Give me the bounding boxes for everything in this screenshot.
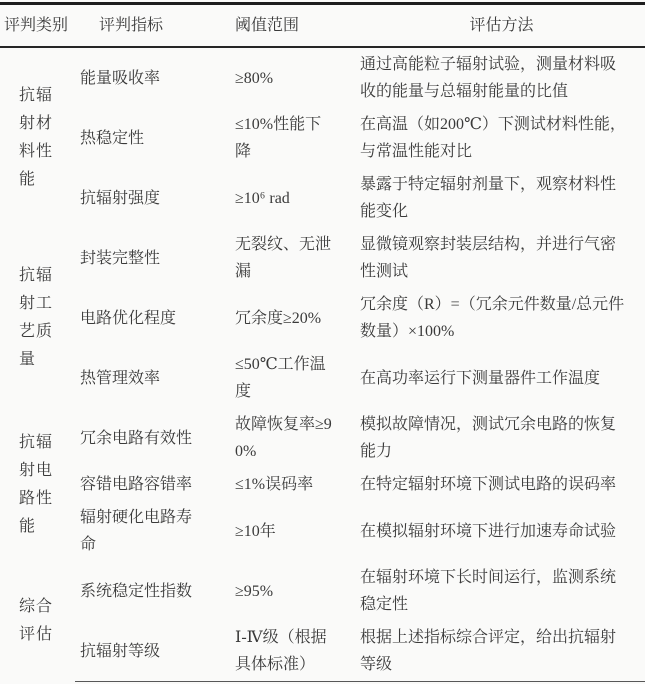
column-header-threshold: 阈值范围	[230, 4, 358, 48]
method-cell: 通过高能粒子辐射试验，测量材料吸收的能量与总辐射能量的比值	[360, 56, 617, 100]
threshold-cell: ≤50℃工作温度	[235, 356, 326, 400]
method-cell: 根据上述指标综合评定，给出抗辐射等级	[358, 621, 645, 682]
category-label: 抗辐射工艺质量	[19, 267, 54, 368]
method-cell: 暴露于特定辐射剂量下，观察材料性能变化	[360, 176, 617, 220]
threshold-cell: ≤1%误码率	[235, 476, 314, 493]
threshold-cell: ≤10%性能下降	[235, 116, 322, 160]
method-cell: 在模拟辐射环境下进行加速寿命试验	[360, 522, 617, 540]
threshold-cell: ≥10⁶ rad	[235, 189, 290, 207]
category-cell	[0, 228, 75, 408]
category-label: 抗辐射材料性能	[19, 87, 54, 188]
indicator-cell: 封装完整性	[80, 249, 161, 267]
method-cell: 模拟故障情况，测试冗余电路的恢复能力	[360, 416, 617, 460]
indicator-cell: 热管理效率	[80, 369, 161, 387]
header-row	[0, 4, 645, 48]
category-cell	[0, 408, 75, 561]
indicator-cell: 容错电路容错率	[80, 476, 193, 493]
threshold-cell: 冗余度≥20%	[235, 309, 322, 327]
method-cell: 在特定辐射环境下测试电路的误码率	[360, 476, 617, 493]
method-cell: 显微镜观察封装层结构，并进行气密性测试	[360, 236, 617, 280]
table-row	[0, 228, 645, 288]
table-row	[0, 408, 645, 468]
indicator-cell: 抗辐射强度	[80, 189, 161, 207]
threshold-cell: 无裂纹、无泄漏	[235, 236, 332, 280]
indicator-cell: 抗辐射等级	[75, 621, 230, 682]
table-row	[0, 168, 645, 228]
method-cell: 在高功率运行下测量器件工作温度	[360, 369, 601, 387]
threshold-cell: ≥95%	[235, 582, 274, 600]
table-row	[0, 621, 645, 682]
table-row	[0, 108, 645, 168]
threshold-cell: ≥10年	[235, 522, 276, 540]
table-row	[0, 468, 645, 501]
threshold-cell: ≥80%	[235, 69, 274, 87]
category-label: 抗辐射电路性能	[19, 433, 54, 535]
threshold-cell: Ⅰ-Ⅳ级（根据具体标准）	[230, 621, 358, 682]
category-cell	[0, 561, 75, 682]
column-header-indicator: 评判指标	[75, 4, 230, 48]
category-cell	[0, 47, 75, 228]
method-cell: 在辐射环境下长时间运行，监测系统稳定性	[360, 569, 617, 613]
table-row	[0, 501, 645, 561]
indicator-cell: 辐射硬化电路寿命	[80, 509, 193, 553]
indicator-cell: 热稳定性	[80, 129, 145, 147]
category-label: 综合评估	[19, 598, 54, 644]
indicator-cell: 能量吸收率	[80, 69, 161, 87]
threshold-cell: 故障恢复率≥90%	[235, 416, 332, 460]
table-row	[0, 288, 645, 348]
table-row	[0, 348, 645, 408]
method-cell: 冗余度（R）=（冗余元件数量/总元件数量）×100%	[360, 296, 625, 340]
indicator-cell: 冗余电路有效性	[80, 429, 193, 447]
indicator-cell: 系统稳定性指数	[80, 582, 193, 600]
column-header-method: 评估方法	[358, 4, 645, 48]
evaluation-criteria-table	[0, 2, 645, 682]
method-cell: 在高温（如200℃）下测试材料性能，与常温性能对比	[360, 116, 626, 160]
indicator-cell: 电路优化程度	[80, 309, 177, 327]
table-row	[0, 47, 645, 108]
table-row	[0, 561, 645, 621]
column-header-category: 评判类别	[0, 4, 75, 48]
